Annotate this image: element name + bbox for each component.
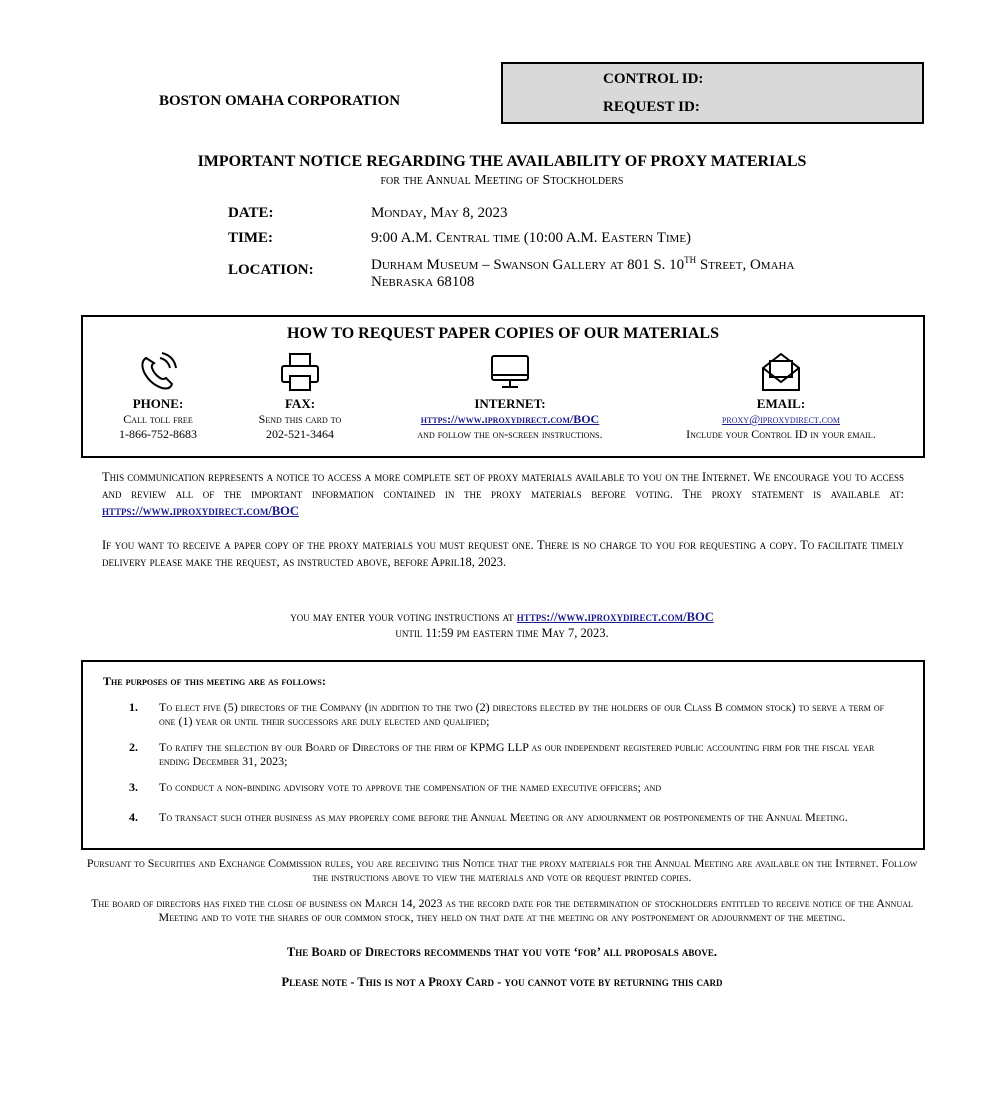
- location-line1-end: Street, Omaha: [696, 257, 795, 273]
- time-value: 9:00 A.M. Central time (10:00 A.M. Eastern Time): [371, 230, 692, 246]
- email-label: EMAIL:: [756, 396, 806, 411]
- notice-paragraph-1: [102, 469, 904, 520]
- sec-rules-paragraph: Pursuant to Securities and Exchange Commission rules, you are receiving this Notice that the proxy materials for the Annual Meeting are available on the Internet. Follow the instructions above to view the materials and vote or request printed copies.: [86, 856, 918, 884]
- voting-deadline: until 11:59 pm eastern time May 7, 2023.: [395, 626, 609, 640]
- notice-paragraph-2: If you want to receive a paper copy of the proxy materials you must request one. There is no charge to you for requesting a copy. To facilitate timely delivery please make the request, as instructed above, before April18, 2023.: [102, 538, 904, 569]
- voting-instructions-line: [0, 610, 1004, 625]
- internet-label: INTERNET:: [474, 396, 546, 411]
- printer-icon: [278, 350, 322, 394]
- internet-column: [379, 350, 641, 442]
- purpose-number: 4.: [129, 810, 138, 824]
- phone-icon: [136, 350, 180, 394]
- proxy-statement-link[interactable]: https://www.iproxydirect.com/BOC: [102, 504, 299, 518]
- date-value: Monday, May 8, 2023: [371, 205, 508, 221]
- purpose-number: 3.: [129, 780, 138, 794]
- email-link[interactable]: proxy@iproxydirect.com: [721, 412, 841, 426]
- location-line1: Durham Museum – Swanson Gallery at 801 S. 10: [371, 257, 685, 273]
- notice-subtitle: for the Annual Meeting of Stockholders: [380, 173, 624, 188]
- request-copies-title: HOW TO REQUEST PAPER COPIES OF OUR MATERIALS: [287, 325, 719, 342]
- voting-link[interactable]: https://www.iproxydirect.com/BOC: [516, 610, 714, 624]
- notice-paragraph-1-text: This communication represents a notice to access a more complete set of proxy materials available to you on the Internet. We encourage you to access and review all of the important information contained in the proxy materials before voting. The proxy statement is available at:: [102, 470, 904, 501]
- control-id-label: CONTROL ID:: [603, 71, 704, 87]
- email-instructions: Include your Control ID in your email.: [686, 427, 876, 441]
- not-proxy-card-note: Please note - This is not a Proxy Card - you cannot vote by returning this card: [281, 975, 723, 989]
- computer-monitor-icon: [488, 350, 532, 394]
- email-column: [655, 350, 907, 442]
- board-recommendation: The Board of Directors recommends that you vote ‘for’ all proposals above.: [286, 945, 718, 959]
- internet-instructions: and follow the on-screen instructions.: [417, 427, 603, 441]
- fax-number[interactable]: 202-521-3464: [266, 427, 334, 441]
- phone-line1: Call toll free: [123, 412, 193, 426]
- voting-instructions-text: you may enter your voting instructions at: [290, 610, 517, 624]
- purpose-number: 2.: [129, 740, 138, 754]
- internet-link[interactable]: https://www.iproxydirect.com/BOC: [420, 412, 600, 426]
- meeting-purposes-box: [81, 660, 925, 850]
- purposes-heading: The purposes of this meeting are as follows:: [103, 674, 326, 688]
- fax-label: FAX:: [284, 396, 316, 411]
- fax-column: [233, 350, 367, 442]
- phone-number[interactable]: 1-866-752-8683: [119, 427, 197, 441]
- location-label: LOCATION:: [228, 262, 314, 278]
- location-superscript: TH: [684, 255, 697, 265]
- envelope-icon: [759, 350, 803, 394]
- record-date-paragraph: The board of directors has fixed the close of business on March 14, 2023 as the record date for the determination of stockholders entitled to receive notice of the Annual Meeting and to vote the shares of our common stock, they held on that date at the meeting or any postponement or adjournment of the meeting.: [91, 896, 913, 924]
- location-line2: Nebraska 68108: [371, 274, 475, 290]
- time-label: TIME:: [228, 230, 273, 246]
- purpose-text: To conduct a non-binding advisory vote to approve the compensation of the named executive officers; and: [159, 780, 662, 794]
- purpose-text: To elect five (5) directors of the Company (in addition to the two (2) directors elected by the holders of our Class B common stock) to serve a term of one (1) year or until their successors are duly elected and qualified;: [159, 700, 885, 728]
- phone-column: [103, 350, 213, 442]
- purpose-text: To ratify the selection by our Board of Directors of the firm of KPMG LLP as our independent registered public accounting firm for the fiscal year ending December 31, 2023;: [159, 740, 875, 768]
- request-id-label: REQUEST ID:: [603, 99, 700, 115]
- date-label: DATE:: [228, 205, 274, 221]
- company-name: BOSTON OMAHA CORPORATION: [159, 93, 401, 109]
- location-value: [371, 255, 794, 274]
- phone-label: PHONE:: [132, 396, 184, 411]
- purpose-text: To transact such other business as may properly come before the Annual Meeting or any adjournment or postponements of the Annual Meeting.: [159, 810, 848, 824]
- purpose-number: 1.: [129, 700, 138, 714]
- control-id-box: [501, 62, 924, 124]
- notice-title: IMPORTANT NOTICE REGARDING THE AVAILABILITY OF PROXY MATERIALS: [197, 153, 807, 170]
- fax-line1: Send this card to: [258, 412, 342, 426]
- request-copies-box: [81, 315, 925, 458]
